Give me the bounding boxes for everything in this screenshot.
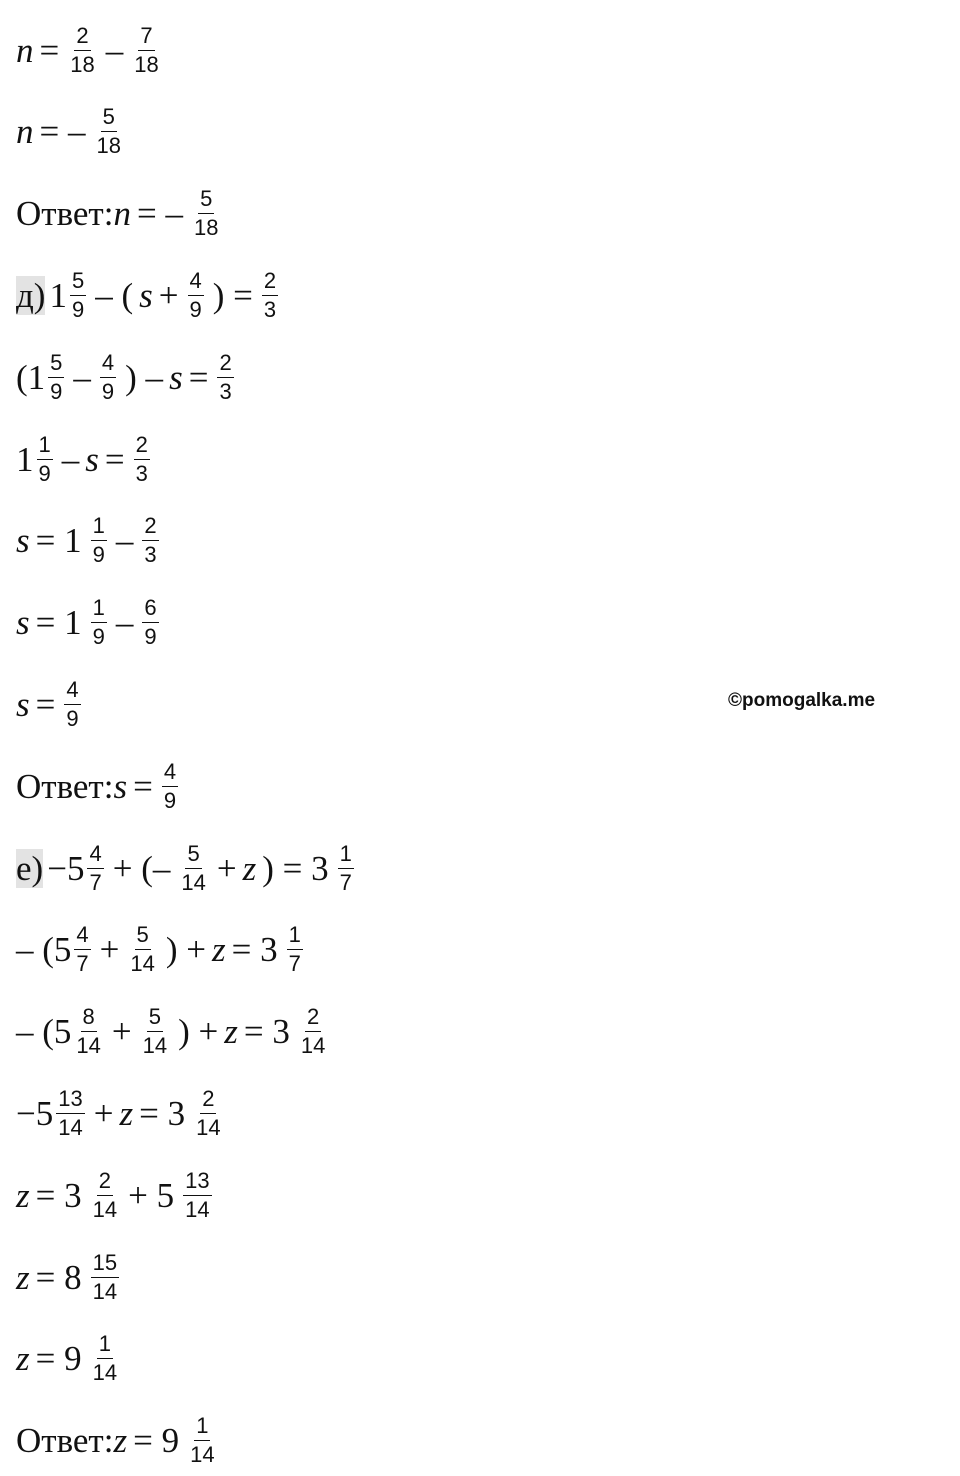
- variable: s: [16, 521, 30, 561]
- fraction-denominator: 18: [96, 133, 121, 159]
- fraction-numerator: 13: [56, 1088, 84, 1114]
- fraction: [142, 515, 158, 566]
- equation-line-z-step2: [16, 1002, 330, 1062]
- operator: +: [216, 848, 237, 888]
- fraction: [287, 924, 303, 975]
- fraction: [162, 758, 178, 813]
- operator: =: [188, 357, 209, 397]
- variable: z: [224, 1012, 238, 1052]
- fraction-numerator: 1: [91, 515, 107, 541]
- fraction-numerator: 2: [305, 1006, 321, 1032]
- fraction-numerator: 2: [200, 1088, 216, 1114]
- operator: = 1: [35, 603, 82, 643]
- fraction-numerator: 1: [338, 843, 354, 869]
- fraction: [64, 676, 80, 731]
- task-label: д): [16, 275, 46, 315]
- fraction-numerator: 13: [183, 1170, 211, 1196]
- equation-line-n-answer: [16, 184, 223, 244]
- equation-line-s-step5: [16, 674, 84, 734]
- variable: z: [212, 930, 226, 970]
- fraction-denominator: 14: [196, 1114, 221, 1140]
- fraction-denominator: 9: [101, 378, 115, 404]
- fraction: [91, 1333, 119, 1384]
- fraction-denominator: 18: [193, 215, 219, 241]
- operator: = 1: [35, 521, 82, 561]
- fraction-numerator: 2: [217, 352, 233, 378]
- operator: =: [104, 439, 125, 479]
- operator: +: [158, 275, 179, 315]
- operator: –: [61, 439, 80, 479]
- operator: = –: [39, 112, 86, 152]
- variable: n: [16, 112, 34, 152]
- operator: = 3: [243, 1012, 290, 1052]
- fraction-denominator: 14: [130, 951, 155, 977]
- operator: + 5: [128, 1175, 175, 1215]
- equation-line-s-step1: [16, 347, 237, 407]
- text: −5: [16, 1093, 54, 1133]
- variable: s: [169, 357, 183, 397]
- fraction: [91, 597, 107, 648]
- fraction-denominator: 14: [92, 1278, 118, 1304]
- fraction-numerator: 2: [142, 515, 158, 541]
- fraction-numerator: 2: [97, 1170, 113, 1196]
- fraction: [192, 188, 220, 239]
- fraction-numerator: 5: [70, 270, 86, 296]
- fraction: [188, 1415, 216, 1466]
- fraction-denominator: 7: [76, 951, 89, 977]
- fraction: [70, 267, 86, 322]
- fraction-denominator: 9: [66, 705, 79, 731]
- fraction-numerator: 5: [147, 1006, 163, 1032]
- fraction-numerator: 5: [135, 924, 151, 950]
- fraction-denominator: 9: [189, 296, 202, 322]
- variable: z: [113, 1421, 128, 1461]
- text: (1: [16, 357, 46, 397]
- watermark: ©pomogalka.me: [728, 690, 876, 711]
- fraction: [37, 431, 53, 486]
- fraction: [217, 349, 233, 404]
- text: 1: [16, 439, 34, 479]
- fraction: [188, 267, 204, 322]
- operator: =: [39, 30, 60, 70]
- fraction-numerator: 1: [194, 1415, 210, 1441]
- fraction: [95, 106, 123, 157]
- fraction-numerator: 1: [37, 434, 53, 460]
- fraction-denominator: 14: [181, 869, 206, 895]
- fraction-denominator: 14: [300, 1033, 326, 1059]
- text: 1: [49, 275, 67, 315]
- variable: n: [113, 194, 131, 234]
- text: Ответ:: [16, 766, 114, 806]
- fraction-numerator: 4: [100, 352, 116, 378]
- variable: n: [16, 30, 34, 70]
- operator: = 3: [231, 930, 278, 970]
- fraction-numerator: 15: [91, 1252, 119, 1278]
- fraction: [134, 431, 150, 486]
- fraction-numerator: 1: [91, 597, 107, 623]
- equation-line-n-step2: [16, 102, 126, 162]
- operator: = 9: [35, 1339, 82, 1379]
- fraction: [128, 924, 156, 975]
- operator: +: [111, 1012, 132, 1052]
- fraction: [68, 22, 96, 77]
- fraction-numerator: 5: [198, 188, 214, 214]
- equation-line-n-step1: [16, 20, 164, 80]
- fraction: [141, 1006, 169, 1057]
- fraction-numerator: 4: [64, 679, 80, 705]
- operator: ) +: [165, 930, 207, 970]
- fraction-numerator: 6: [142, 597, 158, 623]
- fraction: [194, 1085, 222, 1140]
- fraction: [48, 349, 64, 404]
- fraction: [87, 840, 103, 895]
- fraction-denominator: 9: [71, 296, 85, 322]
- fraction-denominator: 18: [70, 51, 95, 77]
- fraction-denominator: 7: [288, 951, 301, 977]
- equation-line-e-task: [16, 838, 357, 898]
- fraction-denominator: 14: [76, 1033, 101, 1059]
- variable: z: [16, 1339, 30, 1379]
- equation-line-s-step4: [16, 593, 162, 653]
- variable: s: [16, 603, 30, 643]
- variable: z: [242, 848, 257, 888]
- fraction: [91, 1167, 119, 1222]
- equation-line-z-step6: [16, 1329, 122, 1389]
- equation-line-z-step5: [16, 1247, 122, 1307]
- operator: – (: [95, 275, 134, 315]
- fraction-numerator: 5: [185, 843, 201, 869]
- equation-line-z-step4: [16, 1165, 215, 1225]
- operator: –: [115, 603, 134, 643]
- fraction-denominator: 14: [185, 1196, 210, 1222]
- fraction-numerator: 1: [97, 1333, 113, 1359]
- equation-line-s-step2: [16, 429, 153, 489]
- equation-line-z-step1: [16, 920, 306, 980]
- operator: =: [35, 684, 56, 724]
- fraction-denominator: 3: [135, 460, 148, 486]
- operator: –: [115, 521, 134, 561]
- operator: ) –: [125, 357, 164, 397]
- fraction: [338, 840, 354, 895]
- variable: z: [119, 1093, 134, 1133]
- variable: z: [16, 1257, 30, 1297]
- task-label: е): [16, 848, 44, 888]
- fraction-denominator: 9: [144, 624, 157, 650]
- fraction-numerator: 5: [101, 106, 117, 132]
- fraction: [299, 1006, 327, 1057]
- operator: –: [73, 357, 91, 397]
- text: Ответ:: [16, 194, 114, 234]
- fraction: [56, 1085, 84, 1140]
- text: – (5: [16, 1012, 72, 1052]
- fraction-denominator: 7: [339, 869, 352, 895]
- operator: ) =: [212, 275, 253, 315]
- fraction-numerator: 4: [87, 843, 103, 869]
- operator: = –: [136, 194, 183, 234]
- fraction-denominator: 3: [219, 378, 232, 404]
- operator: = 8: [35, 1257, 82, 1297]
- text: Ответ:: [16, 1421, 114, 1461]
- variable: z: [16, 1175, 30, 1215]
- fraction: [74, 924, 90, 975]
- fraction-numerator: 4: [162, 761, 178, 787]
- fraction-denominator: 14: [190, 1442, 215, 1468]
- equation-line-z-answer: [16, 1411, 220, 1471]
- operator: + (–: [112, 848, 171, 888]
- text: −5: [47, 848, 85, 888]
- fraction-denominator: 9: [38, 460, 51, 486]
- fraction-numerator: 2: [134, 434, 150, 460]
- operator: ) +: [178, 1012, 219, 1052]
- fraction: [91, 515, 107, 566]
- operator: +: [99, 930, 120, 970]
- fraction: [262, 267, 278, 322]
- text: – (5: [16, 930, 72, 970]
- fraction-denominator: 3: [144, 542, 157, 568]
- fraction-denominator: 18: [134, 51, 159, 77]
- fraction-denominator: 7: [89, 869, 102, 895]
- fraction: [132, 22, 160, 77]
- operator: –: [105, 30, 124, 70]
- fraction: [74, 1006, 102, 1057]
- fraction-numerator: 4: [188, 270, 204, 296]
- variable: s: [16, 684, 30, 724]
- fraction-numerator: 7: [138, 25, 154, 51]
- equation-line-d-task: [16, 265, 281, 325]
- fraction-numerator: 5: [48, 352, 64, 378]
- fraction: [179, 840, 207, 895]
- equation-line-s-step3: [16, 511, 162, 571]
- operator: = 3: [35, 1175, 82, 1215]
- fraction: [183, 1167, 211, 1222]
- fraction-denominator: 9: [50, 378, 63, 404]
- fraction-numerator: 4: [74, 924, 90, 950]
- fraction-denominator: 9: [92, 542, 105, 568]
- fraction: [100, 349, 116, 404]
- fraction: [142, 597, 158, 648]
- fraction-denominator: 9: [92, 624, 105, 650]
- variable: s: [85, 439, 99, 479]
- fraction-denominator: 9: [163, 787, 177, 813]
- fraction-denominator: 14: [92, 1360, 118, 1386]
- fraction-denominator: 14: [142, 1033, 168, 1059]
- fraction-denominator: 14: [58, 1114, 83, 1140]
- equation-line-s-answer: [16, 756, 181, 816]
- variable: s: [113, 766, 128, 806]
- fraction-numerator: 2: [262, 270, 278, 296]
- operator: = 3: [139, 1093, 186, 1133]
- operator: ) = 3: [262, 848, 329, 888]
- fraction-numerator: 1: [287, 924, 303, 950]
- fraction-denominator: 14: [92, 1196, 118, 1222]
- fraction-numerator: 8: [81, 1006, 97, 1032]
- fraction-numerator: 2: [74, 25, 90, 51]
- operator: +: [93, 1093, 114, 1133]
- fraction-denominator: 3: [263, 296, 277, 322]
- variable: s: [139, 275, 153, 315]
- operator: = 9: [133, 1421, 180, 1461]
- equation-line-z-step3: [16, 1083, 226, 1143]
- operator: =: [133, 766, 153, 806]
- fraction: [91, 1249, 119, 1304]
